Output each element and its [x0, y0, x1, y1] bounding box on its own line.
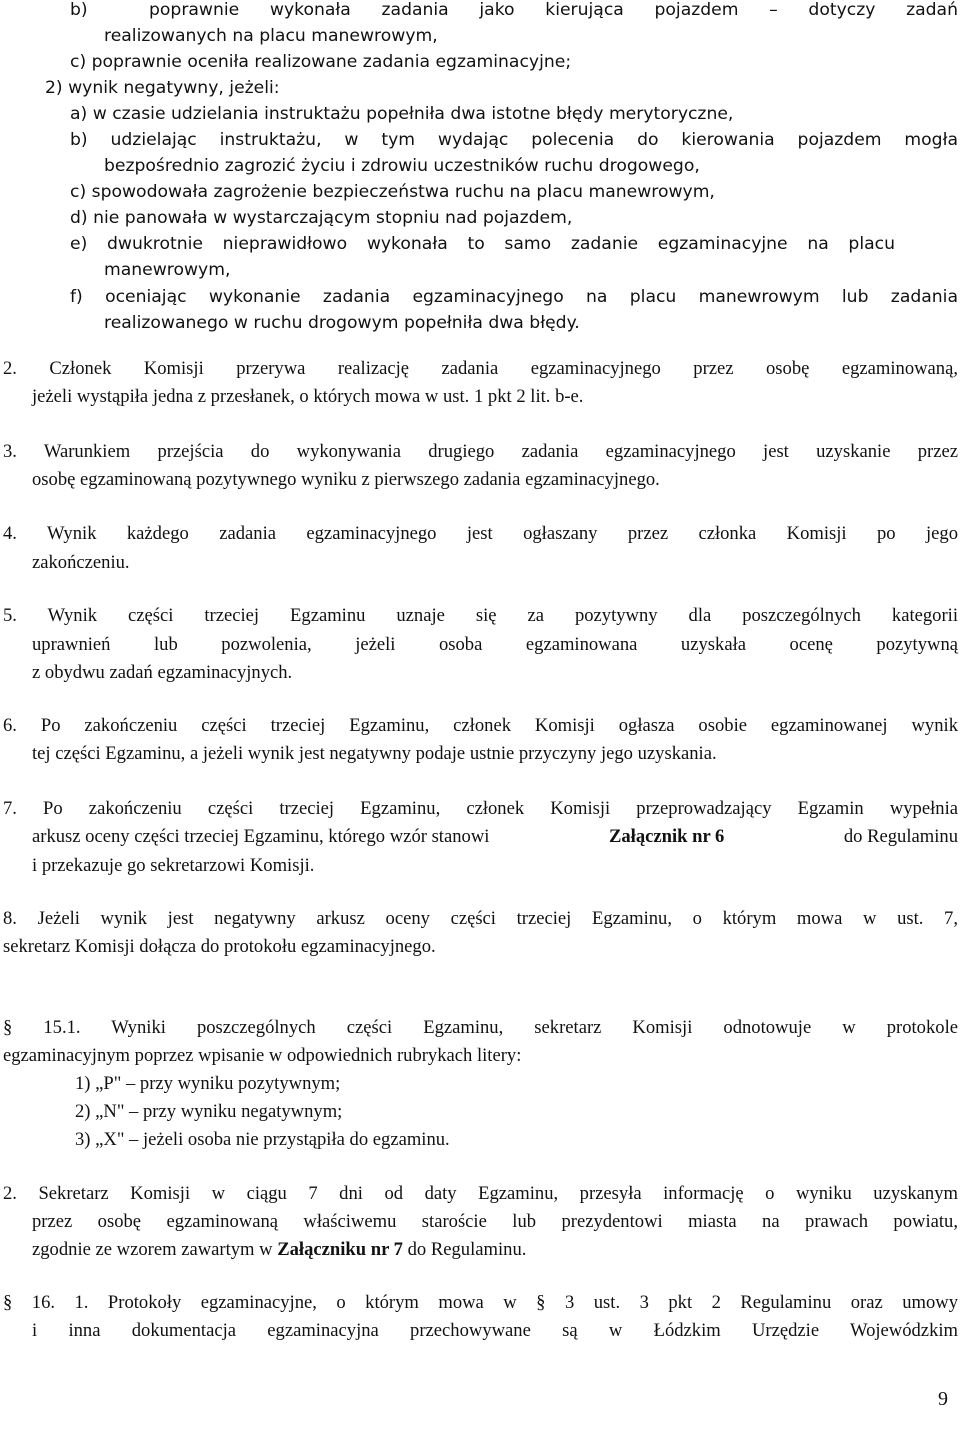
text-line: e) dwukrotnie nieprawidłowo wykonała to samo zadanie egzaminacyjne na placu — [70, 234, 895, 254]
paragraph-6: 6. Po zakończeniu części trzeciej Egzaminu, członek Komisji ogłasza osobie egzaminowanej wynik — [3, 715, 958, 736]
text-line: egzaminacyjnym poprzez wpisanie w odpowiednich rubrykach litery: — [3, 1045, 522, 1066]
text-line: i inna dokumentacja egzaminacyjna przechowywane są w Łódzkim Urzędzie Wojewódzkim — [32, 1320, 958, 1341]
list-item: 1) „P" – przy wyniku pozytywnym; — [75, 1073, 341, 1094]
text-line: 2) wynik negatywny, jeżeli: — [45, 78, 280, 98]
text-line: b) poprawnie wykonała zadania jako kierująca pojazdem – dotyczy zadań — [70, 0, 958, 20]
text-line: tej części Egzaminu, a jeżeli wynik jest negatywny podaje ustnie przyczyny jego uzyskania. — [32, 743, 717, 764]
section-16: § 16. 1. Protokoły egzaminacyjne, o którym mowa w § 3 ust. 3 pkt 2 Regulaminu oraz umowy — [3, 1292, 958, 1313]
text-line: b) udzielając instruktażu, w tym wydając polecenia do kierowania pojazdem mogła — [70, 130, 958, 150]
section-15-paragraph-2: 2. Sekretarz Komisji w ciągu 7 dni od daty Egzaminu, przesyła informację o wyniku uzyskanym — [3, 1183, 958, 1204]
paragraph-2: 2. Członek Komisji przerywa realizację zadania egzaminacyjnego przez osobę egzaminowaną, — [3, 358, 958, 379]
list-item: 2) „N" – przy wyniku negatywnym; — [75, 1101, 343, 1122]
text-line: c) poprawnie oceniła realizowane zadania egzaminacyjne; — [70, 52, 572, 72]
paragraph-3: 3. Warunkiem przejścia do wykonywania drugiego zadania egzaminacyjnego jest uzyskanie przez — [3, 441, 958, 462]
list-item: 3) „X" – jeżeli osoba nie przystąpiła do egzaminu. — [75, 1129, 450, 1150]
text-line: sekretarz Komisji dołącza do protokołu egzaminacyjnego. — [3, 936, 436, 957]
text-line: manewrowym, — [104, 260, 231, 280]
text-line — [32, 1236, 526, 1263]
paragraph-8: 8. Jeżeli wynik jest negatywny arkusz oceny części trzeciej Egzaminu, o którym mowa w ust. 7, — [3, 908, 958, 929]
text-line: realizowanego w ruchu drogowym popełniła dwa błędy. — [104, 313, 580, 333]
text-line: c) spowodowała zagrożenie bezpieczeństwa ruchu na placu manewrowym, — [70, 182, 715, 202]
text-line: a) w czasie udzielania instruktażu popełniła dwa istotne błędy merytoryczne, — [70, 104, 734, 124]
text-line: z obydwu zadań egzaminacyjnych. — [32, 662, 293, 683]
text-line: przez osobę egzaminowaną właściwemu staroście lub prezydentowi miasta na prawach powiatu, — [32, 1211, 958, 1232]
paragraph-4: 4. Wynik każdego zadania egzaminacyjnego jest ogłaszany przez członka Komisji po jego — [3, 523, 958, 544]
text-run: do Regulaminu — [843, 826, 958, 847]
section-15: § 15.1. Wyniki poszczególnych części Egzaminu, sekretarz Komisji odnotowuje w protokole — [3, 1017, 958, 1038]
text-line: bezpośrednio zagrozić życiu i zdrowiu uczestników ruchu drogowego, — [104, 156, 700, 176]
page-number: 9 — [938, 1388, 948, 1410]
attachment-reference: Załącznik nr 6 — [608, 826, 725, 847]
text-run: do Regulaminu. — [407, 1239, 527, 1260]
text-line: d) nie panowała w wystarczającym stopniu nad pojazdem, — [70, 208, 573, 228]
paragraph-7: 7. Po zakończeniu części trzeciej Egzaminu, członek Komisji przeprowadzający Egzamin wypełnia — [3, 798, 958, 819]
attachment-reference: Załączniku nr 7 — [277, 1239, 403, 1260]
text-line: f) oceniając wykonanie zadania egzaminacyjnego na placu manewrowym lub zadania — [70, 287, 958, 307]
text-line: uprawnień lub pozwolenia, jeżeli osoba egzaminowana uzyskała ocenę pozytywną — [32, 634, 958, 655]
paragraph-5: 5. Wynik części trzeciej Egzaminu uznaje się za pozytywny dla poszczególnych kategorii — [3, 605, 958, 626]
text-line: jeżeli wystąpiła jedna z przesłanek, o których mowa w ust. 1 pkt 2 lit. b-e. — [32, 386, 584, 407]
text-line: i przekazuje go sekretarzowi Komisji. — [32, 855, 315, 876]
text-line: zakończeniu. — [32, 552, 130, 573]
text-line — [32, 823, 958, 850]
text-line: osobę egzaminowaną pozytywnego wyniku z pierwszego zadania egzaminacyjnego. — [32, 469, 660, 490]
text-line: realizowanych na placu manewrowym, — [104, 26, 438, 46]
text-run: zgodnie ze wzorem zawartym w — [32, 1239, 273, 1260]
text-run: arkusz oceny części trzeciej Egzaminu, którego wzór stanowi — [32, 826, 490, 847]
